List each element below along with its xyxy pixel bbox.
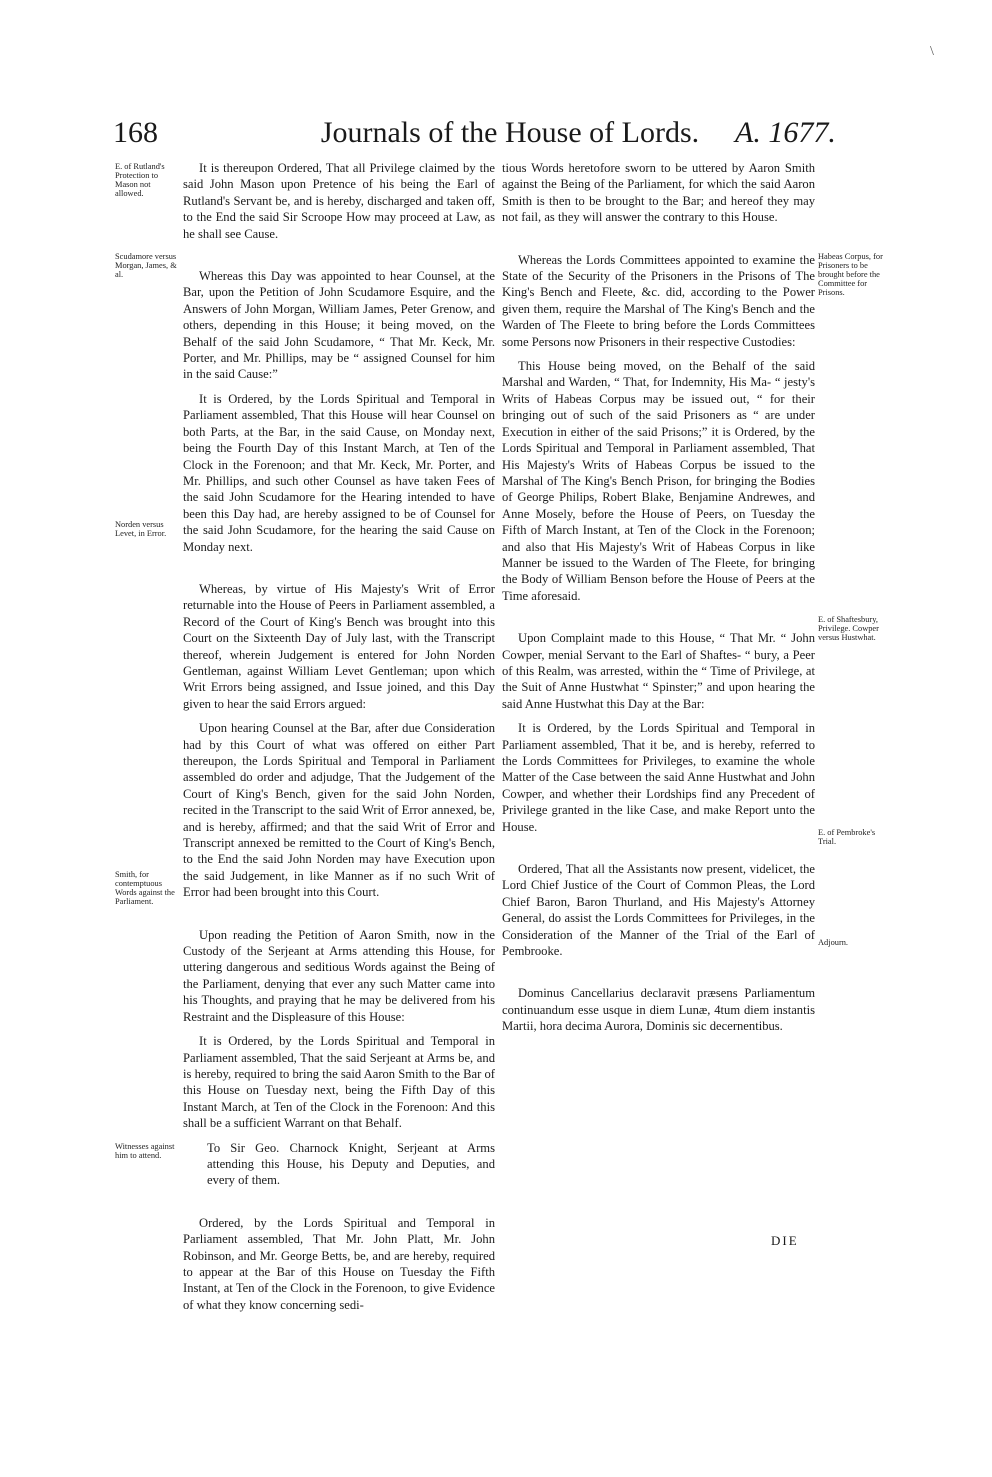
margin-note: E. of Rutland's Protection to Mason not allowed.	[115, 162, 165, 198]
margin-note: Adjourn.	[818, 938, 849, 947]
paragraph: Ordered, by the Lords Spiritual and Temporal in Parliament assembled, That Mr. John Platt, Mr. John Robinson, and Mr. George Betts, be, and are hereby, required to appear at the Bar of this House on Tuesday the Fifth Instant, at Ten of the Clock in the Forenoon, to give Evidence of what they know concerning sedi-	[183, 1215, 495, 1312]
paragraph: Whereas this Day was appointed to hear Counsel, at the Bar, upon the Petition of John Scudamore Esquire, and the Answers of John Morgan, William James, Peter Grenow, and others, depending in this House; it being moved, on the Behalf of the said John Scudamore, “ That Mr. Keck, Mr. Porter, and Mr. Phillips, may be “ assigned Counsel for him in the said Cause:”	[183, 269, 495, 382]
page-number: 168	[113, 116, 158, 149]
corner-mark: \	[930, 44, 934, 59]
paragraph: Whereas the Lords Committees appointed to examine the State of the Security of the Prisoners in the Prisons of The King's Bench and Fleete, &c. did, according to the Power given them, require the Marshal of The King's Bench and the Warden of The Fleete to bring before the Lords Committees some Persons now Prisoners in their respective Custodies:	[502, 252, 815, 349]
catchword: DIE	[771, 1233, 799, 1248]
paragraph: It is Ordered, by the Lords Spiritual and Temporal in Parliament assembled, That it be, and is hereby, referred to the Lords Committees for Privileges, to examine the whole Matter of the Case between the said Anne Hustwhat and John Cowper, and whether their Lordships find any Precedent of Privilege granted in the like Case, and make Report unto the House.	[502, 721, 815, 834]
paragraph: tious Words heretofore sworn to be uttered by Aaron Smith against the Being of the Parliament, for which the said Aaron Smith is then to be brought to the Bar; and hereof they may not fail, as they will answer the contrary to this House.	[502, 161, 815, 225]
paragraph: This House being moved, on the Behalf of the said Marshal and Warden, “ That, for Indemnity, His Ma- “ jesty's Writs of Habeas Corpus may be issued out, “ for their bringing out of such of the said Prisoners as “ are under Execution in either of the said Prisons;” it is Ordered, by the Lords Spiritual and Temporal in Parliament assembled, That His Majesty's Writs of Habeas Corpus be issued to the Marshal of The King's Bench Prison, for bringing the Bodies of George Philips, Robert Blake, Benjamine Andrewes, and Anne Mosely, before the House of Peers, on Tuesday the Fifth of March Instant, at Ten of the Clock in the Forenoon; and also that His Majesty's Writ of Habeas Corpus in like Manner be issued to the Warden of The Fleete, for bringing the Body of William Benson before the House of Peers at the Time aforesaid.	[502, 359, 815, 603]
paragraph: It is thereupon Ordered, That all Privilege claimed by the said John Mason upon Pretence of his being the Earl of Rutland's Servant be, and is hereby, discharged and taken off, to the End the said Sir Scroope How may proceed at Law, as he shall see Cause.	[183, 161, 495, 241]
paragraph: It is Ordered, by the Lords Spiritual and Temporal in Parliament assembled, That the said Serjeant at Arms be, and is hereby, required to bring the said Aaron Smith to the Bar of this House on Tuesday next, being the Fifth Day of this Instant March, at Ten of the Clock in the Forenoon: And this shall be a sufficient Warrant on that Behalf.	[183, 1034, 495, 1131]
paragraph: Upon reading the Petition of Aaron Smith, now in the Custody of the Serjeant at Arms attending this House, for uttering dangerous and seditious Words against the Being of the Parliament, denying that ever any such Matter came into his Thoughts, and praying that he may be delivered from his Restraint and the Displeasure of this House:	[183, 927, 495, 1024]
page-year: A. 1677.	[735, 116, 836, 149]
margin-note: E. of Shaftesbury, Privilege. Cowper versus Hustwhat.	[818, 615, 879, 642]
paragraph: Upon hearing Counsel at the Bar, after due Consideration had by this Court of what was offered on either Part thereupon, the Lords Spiritual and Temporal in Parliament assembled do order and adjudge, That the Judgement of the Court of King's Bench, given for the said John Norden, recited in the Transcript to the said Writ of Error annexed, be, and is hereby, affirmed; and that the said Writ of Error and Transcript annexed be remitted to the Court of King's Bench, to the End the said John Norden may have Execution upon the said Judgement, in like Manner as if no such Writ of Error had been brought into this Court.	[183, 721, 495, 900]
page-title: Journals of the House of Lords.	[320, 116, 700, 149]
paragraph: Whereas, by virtue of His Majesty's Writ of Error returnable into the House of Peers in Parliament assembled, a Record of the Court of King's Bench was brought into this Court on the Sixteenth Day of July last, with the Transcript thereof, wherein Judgement is entered for John Norden Gentleman, against William Levet Gentleman; upon which Writ Errors being assigned, and Issue joined, and this Day given to hear the said Errors argued:	[183, 581, 495, 711]
paragraph: Upon Complaint made to this House, “ That Mr. “ John Cowper, menial Servant to the Earl of Shaftes- “ bury, a Peer of this Realm, was arrested, within the “ Time of Privilege, at the Suit of Anne Hustwhat “ Spinster;” and upon hearing the said Anne Hustwhat this Day at the Bar:	[502, 631, 815, 711]
paragraph: Ordered, That all the Assistants now present, videlicet, the Lord Chief Justice of the Court of Common Pleas, the Lord Chief Baron, Baron Thurland, and His Majesty's Attorney General, do assist the Lords Committees for Privileges, in the Consideration of the Manner of the Trial of the Earl of Pembrooke.	[502, 862, 815, 959]
margin-note: Norden versus Levet, in Error.	[115, 520, 167, 538]
right-column	[502, 160, 815, 1043]
margin-note: Scudamore versus Morgan, James, & al.	[115, 252, 177, 279]
margin-note: Witnesses against him to attend.	[115, 1142, 175, 1160]
margin-note: Smith, for contemptuous Words against the Parliament.	[115, 870, 175, 906]
left-column	[183, 160, 495, 1321]
margin-note: E. of Pembroke's Trial.	[818, 828, 876, 846]
warrant-address: To Sir Geo. Charnock Knight, Serjeant at Arms attending this House, his Deputy and Deputies, and every of them.	[207, 1140, 495, 1188]
margin-note: Habeas Corpus, for Prisoners to be brought before the Committee for Prisons.	[818, 252, 883, 297]
paragraph: Dominus Cancellarius declaravit præsens Parliamentum continuandum esse usque in diem Lunæ, 4tum diem instantis Martii, hora decima Aurora, Dominis sic decernentibus.	[502, 986, 815, 1034]
paragraph: It is Ordered, by the Lords Spiritual and Temporal in Parliament assembled, That this House will hear Counsel on both Parts, at the Bar, in the said Cause, on Monday next, being the Fourth Day of this Instant March, at Ten of the Clock in the Forenoon; and that Mr. Keck, Mr. Porter, and Mr. Phillips, and such other Counsel as have taken Fees of the said John Scudamore for the Hearing intended to have been this Day had, are hereby assigned to be of Counsel for the said John Scudamore, for the hearing the said Cause on Monday next.	[183, 391, 495, 554]
